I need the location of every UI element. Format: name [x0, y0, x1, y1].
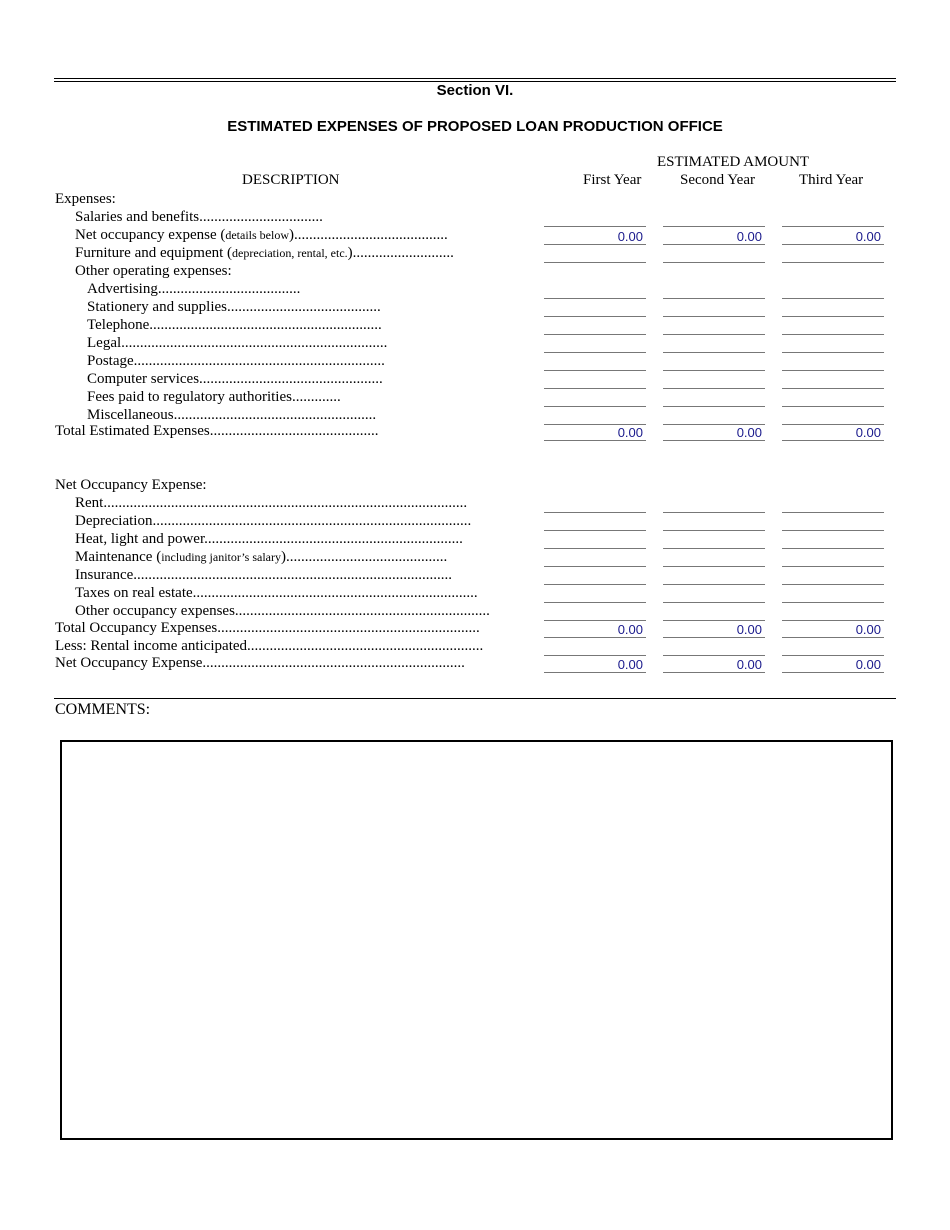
row-label: Total Occupancy Expenses...................................................................... — [55, 620, 480, 636]
heat-light-power-second-year-field[interactable] — [663, 532, 765, 549]
total-expenses-first-year-field[interactable]: 0.00 — [544, 424, 646, 441]
description-header: DESCRIPTION — [242, 172, 340, 188]
row-label: Total Estimated Expenses............................................. — [55, 423, 379, 439]
heat-light-power-third-year-field[interactable] — [782, 532, 884, 549]
total-expenses-second-year-field[interactable]: 0.00 — [663, 424, 765, 441]
row-furniture — [0, 244, 950, 262]
row-label: Taxes on real estate............................................................................ — [75, 585, 478, 601]
row-other-operating — [0, 262, 950, 280]
insurance-third-year-field[interactable] — [782, 568, 884, 585]
postage-first-year-field[interactable] — [544, 354, 646, 371]
row-label: Net occupancy expense (details below)......................................... — [75, 227, 448, 243]
legal-third-year-field[interactable] — [782, 336, 884, 353]
legal-first-year-field[interactable] — [544, 336, 646, 353]
row-label: Computer services................................................. — [87, 371, 383, 387]
row-label: Rent................................................................................................. — [75, 495, 468, 511]
section-heading: Section VI. — [436, 82, 514, 99]
first-year-header: First Year — [583, 172, 642, 188]
maintenance-second-year-field[interactable] — [663, 550, 765, 567]
computer-services-first-year-field[interactable] — [544, 372, 646, 389]
total-occupancy-first-year-field[interactable]: 0.00 — [544, 621, 646, 638]
furniture-first-year-field[interactable] — [544, 246, 646, 263]
furniture-third-year-field[interactable] — [782, 246, 884, 263]
row-net-occupancy-expense — [0, 654, 950, 672]
row-heat-light-power — [0, 530, 950, 548]
row-total-estimated-expenses — [0, 422, 950, 440]
row-total-occupancy — [0, 619, 950, 637]
stationery-second-year-field[interactable] — [663, 300, 765, 317]
telephone-second-year-field[interactable] — [663, 318, 765, 335]
telephone-first-year-field[interactable] — [544, 318, 646, 335]
stationery-third-year-field[interactable] — [782, 300, 884, 317]
regulatory-fees-second-year-field[interactable] — [663, 390, 765, 407]
rent-second-year-field[interactable] — [663, 496, 765, 513]
advertising-first-year-field[interactable] — [544, 282, 646, 299]
row-depreciation — [0, 512, 950, 530]
row-stationery — [0, 298, 950, 316]
stationery-first-year-field[interactable] — [544, 300, 646, 317]
row-label: Other operating expenses: — [75, 263, 232, 279]
row-label: Maintenance (including janitor’s salary)........................................... — [75, 549, 448, 565]
depreciation-second-year-field[interactable] — [663, 514, 765, 531]
row-label: Net Occupancy Expense...................................................................... — [55, 655, 465, 671]
advertising-second-year-field[interactable] — [663, 282, 765, 299]
top-rule — [54, 78, 896, 79]
real-estate-taxes-first-year-field[interactable] — [544, 586, 646, 603]
expenses-heading: Expenses: — [55, 191, 116, 207]
rent-first-year-field[interactable] — [544, 496, 646, 513]
net-occupancy-third-year-field[interactable]: 0.00 — [782, 228, 884, 245]
row-label: Postage................................................................... — [87, 353, 385, 369]
row-label: Insurance..................................................................................... — [75, 567, 453, 583]
row-label: Other occupancy expenses.................................................................... — [75, 603, 490, 619]
form-title: ESTIMATED EXPENSES OF PROPOSED LOAN PRODUCTION OFFICE — [227, 118, 723, 135]
regulatory-fees-first-year-field[interactable] — [544, 390, 646, 407]
computer-services-second-year-field[interactable] — [663, 372, 765, 389]
row-net-occupancy — [0, 226, 950, 244]
real-estate-taxes-second-year-field[interactable] — [663, 586, 765, 603]
row-legal — [0, 334, 950, 352]
row-label: Legal....................................................................... — [87, 335, 388, 351]
heat-light-power-first-year-field[interactable] — [544, 532, 646, 549]
computer-services-third-year-field[interactable] — [782, 372, 884, 389]
furniture-second-year-field[interactable] — [663, 246, 765, 263]
row-label: Stationery and supplies......................................... — [87, 299, 381, 315]
row-telephone — [0, 316, 950, 334]
real-estate-taxes-third-year-field[interactable] — [782, 586, 884, 603]
row-regulatory-fees — [0, 388, 950, 406]
comments-divider — [54, 698, 896, 699]
second-year-header: Second Year — [680, 172, 755, 188]
row-postage — [0, 352, 950, 370]
row-label: Depreciation..................................................................................... — [75, 513, 472, 529]
total-occupancy-second-year-field[interactable]: 0.00 — [663, 621, 765, 638]
occupancy-heading: Net Occupancy Expense: — [55, 477, 207, 493]
row-label: Less: Rental income anticipated............................................................... — [55, 638, 484, 654]
row-label: Fees paid to regulatory authorities............. — [87, 389, 341, 405]
net-occupancy-expense-third-year-field[interactable]: 0.00 — [782, 656, 884, 673]
depreciation-third-year-field[interactable] — [782, 514, 884, 531]
postage-second-year-field[interactable] — [663, 354, 765, 371]
row-other-occupancy — [0, 602, 950, 620]
rent-third-year-field[interactable] — [782, 496, 884, 513]
maintenance-first-year-field[interactable] — [544, 550, 646, 567]
comments-textarea[interactable] — [60, 740, 893, 1140]
total-occupancy-third-year-field[interactable]: 0.00 — [782, 621, 884, 638]
salaries-first-year-field[interactable] — [544, 210, 646, 227]
expenses-heading-row — [0, 190, 950, 208]
row-advertising — [0, 280, 950, 298]
regulatory-fees-third-year-field[interactable] — [782, 390, 884, 407]
row-label: Furniture and equipment (depreciation, rental, etc.)........................... — [75, 245, 454, 261]
row-label: Advertising...................................... — [87, 281, 301, 297]
advertising-third-year-field[interactable] — [782, 282, 884, 299]
third-year-header: Third Year — [799, 172, 864, 188]
postage-third-year-field[interactable] — [782, 354, 884, 371]
occupancy-heading-row — [0, 476, 950, 494]
legal-second-year-field[interactable] — [663, 336, 765, 353]
row-label: Telephone.............................................................. — [87, 317, 382, 333]
depreciation-first-year-field[interactable] — [544, 514, 646, 531]
salaries-second-year-field[interactable] — [663, 210, 765, 227]
telephone-third-year-field[interactable] — [782, 318, 884, 335]
maintenance-third-year-field[interactable] — [782, 550, 884, 567]
row-insurance — [0, 566, 950, 584]
insurance-second-year-field[interactable] — [663, 568, 765, 585]
row-maintenance — [0, 548, 950, 566]
total-expenses-third-year-field[interactable]: 0.00 — [782, 424, 884, 441]
estimated-amount-header: ESTIMATED AMOUNT — [657, 154, 810, 170]
row-label: Miscellaneous...................................................... — [87, 407, 377, 423]
comments-label: COMMENTS: — [55, 701, 151, 718]
net-occupancy-expense-second-year-field[interactable]: 0.00 — [663, 656, 765, 673]
row-real-estate-taxes — [0, 584, 950, 602]
row-computer-services — [0, 370, 950, 388]
net-occupancy-expense-first-year-field[interactable]: 0.00 — [544, 656, 646, 673]
insurance-first-year-field[interactable] — [544, 568, 646, 585]
row-rental-income — [0, 637, 950, 655]
row-salaries — [0, 208, 950, 226]
net-occupancy-second-year-field[interactable]: 0.00 — [663, 228, 765, 245]
row-rent — [0, 494, 950, 512]
row-label: Heat, light and power..................................................................... — [75, 531, 463, 547]
row-label: Salaries and benefits................................. — [75, 209, 323, 225]
net-occupancy-first-year-field[interactable]: 0.00 — [544, 228, 646, 245]
salaries-third-year-field[interactable] — [782, 210, 884, 227]
